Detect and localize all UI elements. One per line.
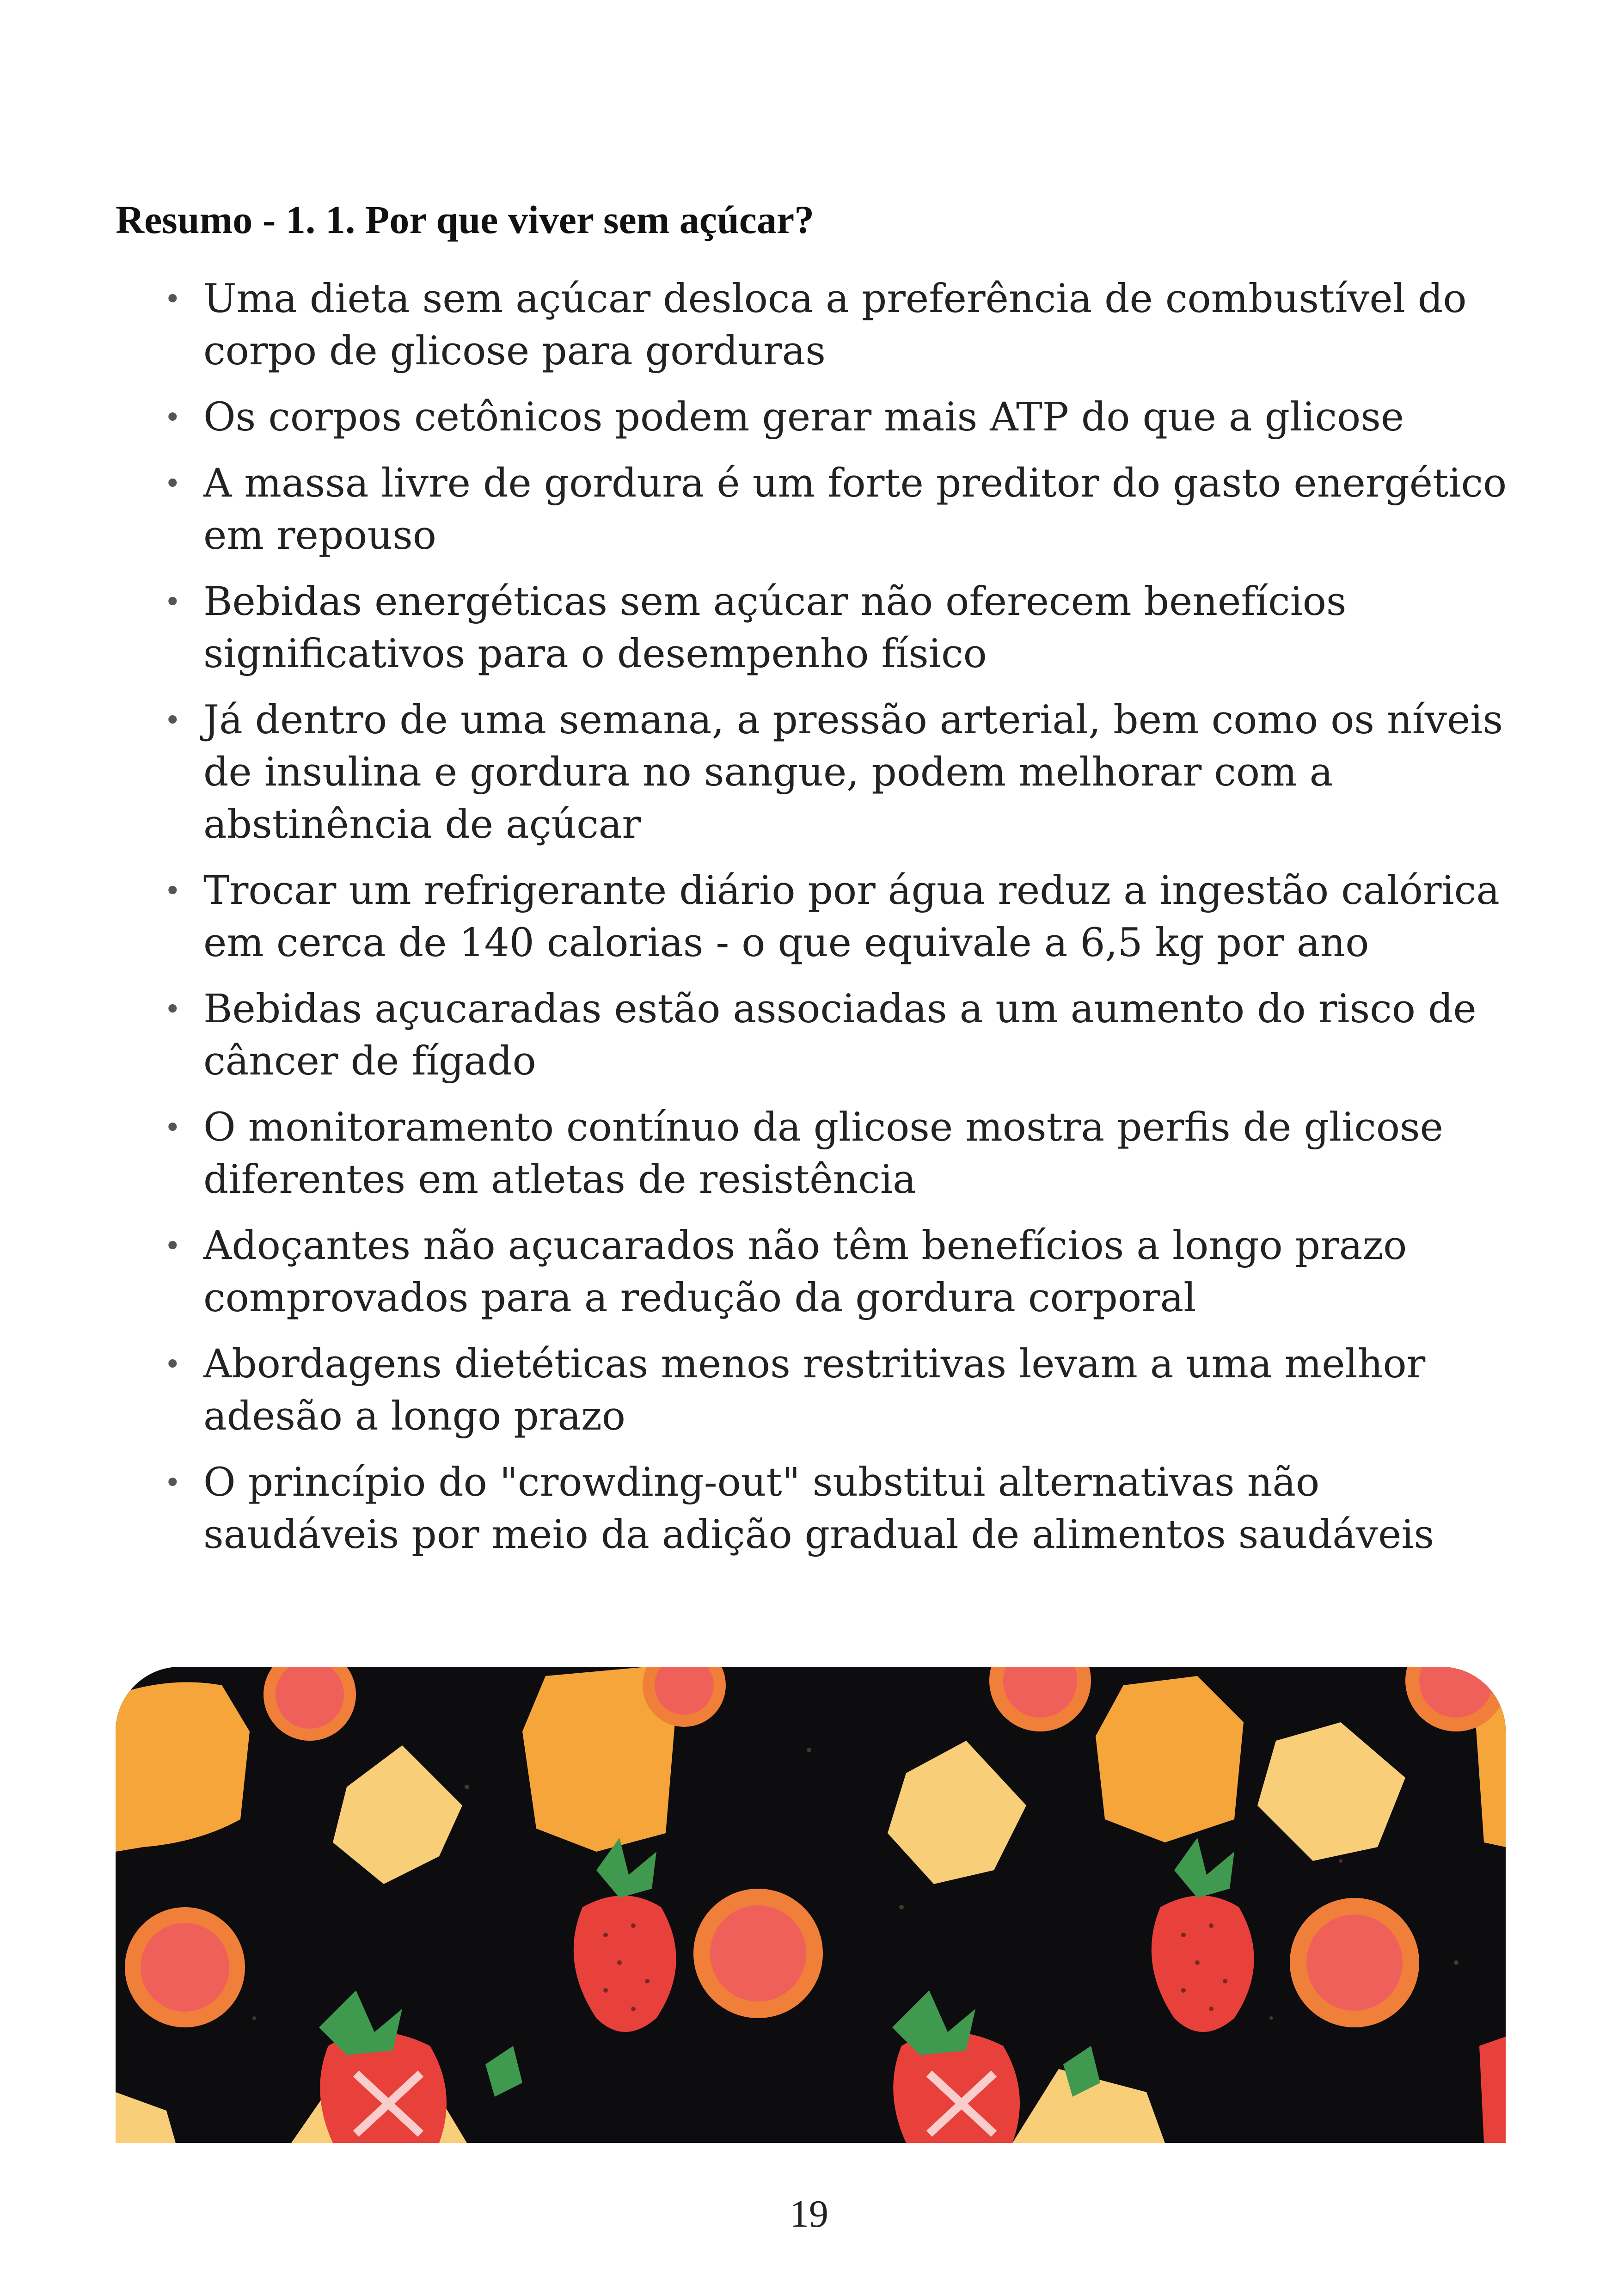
- list-item: [0, 1456, 1618, 1561]
- fruit-pattern-banner: [116, 1667, 1506, 2143]
- list-item: [0, 983, 1618, 1087]
- list-item-text: Bebidas açucaradas estão associadas a um aumento do risco de câncer de fígado: [203, 986, 1477, 1084]
- list-item-text: Os corpos cetônicos podem gerar mais ATP do que a glicose: [203, 394, 1404, 440]
- list-item: [0, 391, 1618, 443]
- section-heading: Resumo - 1. 1. Por que viver sem açúcar?: [116, 197, 815, 242]
- list-item: [0, 273, 1618, 377]
- list-item: [0, 865, 1618, 969]
- bullet-icon: •: [164, 1111, 181, 1144]
- bullet-icon: •: [164, 467, 181, 500]
- list-item: [0, 576, 1618, 680]
- list-item-text: Bebidas energéticas sem açúcar não oferecem benefícios significativos para o desempenho físico: [203, 579, 1347, 677]
- page-number: 19: [790, 2192, 828, 2235]
- list-item: [0, 694, 1618, 851]
- bullet-icon: •: [164, 1229, 181, 1263]
- bullet-icon: •: [164, 282, 181, 316]
- bullet-icon: •: [164, 874, 181, 908]
- bullet-icon: •: [164, 585, 181, 619]
- list-item-text: A massa livre de gordura é um forte preditor do gasto energético em repouso: [203, 460, 1507, 559]
- list-item-text: O monitoramento contínuo da glicose mostra perfis de glicose diferentes em atletas de resistência: [203, 1105, 1443, 1203]
- fruit-pattern-illustration: [116, 1667, 1506, 2143]
- bullet-icon: •: [164, 1466, 181, 1499]
- list-item-text: O princípio do "crowding-out" substitui alternativas não saudáveis por meio da adição gradual de alimentos saudáveis: [203, 1460, 1434, 1558]
- list-item-text: Já dentro de uma semana, a pressão arterial, bem como os níveis de insulina e gordura no sangue, podem melhorar com a abstinência de açúcar: [203, 697, 1503, 847]
- bullet-icon: •: [164, 703, 181, 737]
- list-item-text: Abordagens dietéticas menos restritivas levam a uma melhor adesão a longo prazo: [203, 1341, 1426, 1439]
- bullet-icon: •: [164, 992, 181, 1026]
- list-item: [0, 1101, 1618, 1206]
- list-item: [0, 1338, 1618, 1443]
- bullet-icon: •: [164, 1347, 181, 1381]
- list-item-text: Uma dieta sem açúcar desloca a preferência de combustível do corpo de glicose para gorduras: [203, 276, 1467, 374]
- list-item-text: Trocar um refrigerante diário por água reduz a ingestão calórica em cerca de 140 calorias - o que equivale a 6,5 kg por ano: [203, 868, 1500, 966]
- list-item: [0, 1220, 1618, 1324]
- list-item-text: Adoçantes não açucarados não têm benefícios a longo prazo comprovados para a redução da gordura corporal: [203, 1223, 1407, 1321]
- summary-list: [0, 273, 1618, 1575]
- list-item: [0, 457, 1618, 562]
- bullet-icon: •: [164, 400, 181, 434]
